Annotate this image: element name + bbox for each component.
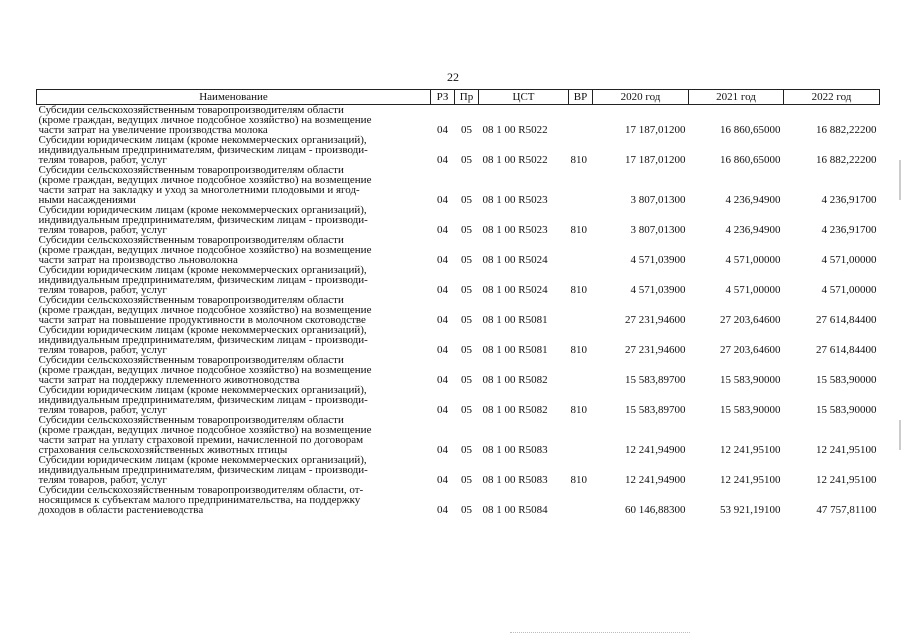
table-row: [37, 105, 880, 136]
header-2021: 2021 год: [689, 90, 784, 105]
cell-name: [37, 325, 431, 355]
cell-name-line: Субсидии юридическим лицам (кроме некоммерческих организаций),: [38, 264, 367, 276]
cell-rz: 04: [437, 504, 448, 516]
cell-2022: 47 757,81100: [816, 504, 877, 516]
table-row: [37, 325, 880, 355]
cell-cst: 08 1 00 R5084: [482, 504, 548, 516]
cell-pr: 05: [461, 404, 472, 416]
cell-name: [37, 165, 431, 205]
table-row: [37, 135, 880, 165]
cell-name: [37, 105, 431, 136]
cell-name-line: Субсидии юридическим лицам (кроме некоммерческих организаций),: [38, 204, 367, 216]
cell-rz: 04: [437, 124, 448, 136]
cell-2020: 4 571,03900: [630, 254, 686, 266]
cell-rz: 04: [437, 374, 448, 386]
cell-2021: 4 236,94900: [725, 224, 781, 236]
cell-2022: 27 614,84400: [816, 314, 877, 326]
cell-vr: 810: [570, 344, 587, 356]
scan-edge-mark: [899, 160, 901, 200]
cell-name: [37, 265, 431, 295]
cell-pr: 05: [461, 474, 472, 486]
header-cst: ЦСТ: [479, 90, 569, 105]
cell-name-line: Субсидии сельскохозяйственным товаропроизводителям области: [38, 164, 344, 176]
cell-name-line: части затрат на повышение продуктивности в молочном скотоводстве: [38, 314, 366, 326]
cell-name: [37, 385, 431, 415]
table-header: [37, 90, 880, 105]
cell-cst: 08 1 00 R5081: [482, 314, 548, 326]
cell-name-line: телям товаров, работ, услуг: [38, 404, 167, 416]
cell-vr: [569, 165, 593, 205]
cell-2022: 4 571,00000: [821, 254, 877, 266]
cell-name-line: Субсидии юридическим лицам (кроме некоммерческих организаций),: [38, 134, 367, 146]
cell-pr: 05: [461, 444, 472, 456]
cell-2020: 27 231,94600: [625, 314, 686, 326]
cell-rz: 04: [437, 314, 448, 326]
cell-rz: 04: [437, 284, 448, 296]
cell-2021: 12 241,95100: [720, 444, 781, 456]
cell-2022: 12 241,95100: [816, 474, 877, 486]
table-row: [37, 265, 880, 295]
cell-name-line: части затрат на закладку и уход за многолетними плодовыми и ягод-: [38, 184, 360, 196]
cell-name-line: (кроме граждан, ведущих личное подсобное хозяйство) на возмещение: [38, 114, 372, 126]
cell-rz: 04: [437, 444, 448, 456]
cell-name-line: Субсидии сельскохозяйственным товаропроизводителям области: [38, 234, 344, 246]
cell-name-line: страхования сельскохозяйственных животных птицы: [38, 444, 288, 456]
header-vr: ВР: [569, 90, 593, 105]
cell-name-line: носящимся к субъектам малого предпринимательства, на поддержку: [38, 494, 361, 506]
cell-cst: 08 1 00 R5024: [482, 254, 548, 266]
budget-table: [36, 89, 880, 515]
cell-name-line: телям товаров, работ, услуг: [38, 284, 167, 296]
cell-name-line: телям товаров, работ, услуг: [38, 474, 167, 486]
cell-2020: 3 807,01300: [630, 224, 686, 236]
cell-cst: 08 1 00 R5023: [482, 224, 548, 236]
table-row: [37, 455, 880, 485]
cell-name-line: части затрат на увеличение производства молока: [38, 124, 268, 136]
cell-cst: 08 1 00 R5022: [482, 124, 548, 136]
cell-vr: [569, 415, 593, 455]
cell-vr: [569, 105, 593, 136]
cell-2021: 27 203,64600: [720, 344, 781, 356]
cell-pr: 05: [461, 154, 472, 166]
cell-2022: 4 571,00000: [821, 284, 877, 296]
cell-name-line: индивидуальным предпринимателям, физическим лицам - производи-: [38, 274, 368, 286]
cell-pr: 05: [461, 254, 472, 266]
page-number: 22: [447, 70, 459, 84]
cell-name-line: (кроме граждан, ведущих личное подсобное хозяйство) на возмещение: [38, 304, 372, 316]
cell-rz: 04: [437, 154, 448, 166]
cell-name-line: Субсидии юридическим лицам (кроме некоммерческих организаций),: [38, 384, 367, 396]
cell-name-line: Субсидии сельскохозяйственным товаропроизводителям области: [38, 294, 344, 306]
cell-name: [37, 485, 431, 515]
cell-2022: 4 236,91700: [821, 224, 877, 236]
header-2022: 2022 год: [784, 90, 880, 105]
cell-name: [37, 455, 431, 485]
cell-2021: 53 921,19100: [720, 504, 781, 516]
cell-name: [37, 135, 431, 165]
cell-2020: 3 807,01300: [630, 194, 686, 206]
cell-2021: 15 583,90000: [720, 404, 781, 416]
cell-name-line: индивидуальным предпринимателям, физическим лицам - производи-: [38, 334, 368, 346]
table-row: [37, 205, 880, 235]
cell-name-line: (кроме граждан, ведущих личное подсобное хозяйство) на возмещение: [38, 424, 372, 436]
cell-name-line: индивидуальным предпринимателям, физическим лицам - производи-: [38, 464, 368, 476]
cell-cst: 08 1 00 R5082: [482, 404, 548, 416]
cell-2022: 15 583,90000: [816, 374, 877, 386]
cell-2020: 12 241,94900: [625, 474, 686, 486]
cell-name-line: индивидуальным предпринимателям, физическим лицам - производи-: [38, 144, 368, 156]
cell-pr: 05: [461, 124, 472, 136]
cell-name-line: Субсидии юридическим лицам (кроме некоммерческих организаций),: [38, 324, 367, 336]
cell-2021: 12 241,95100: [720, 474, 781, 486]
cell-name-line: (кроме граждан, ведущих личное подсобное хозяйство) на возмещение: [38, 244, 372, 256]
table-row: [37, 385, 880, 415]
cell-2022: 15 583,90000: [816, 404, 877, 416]
cell-pr: 05: [461, 344, 472, 356]
cell-name-line: телям товаров, работ, услуг: [38, 344, 167, 356]
cell-2021: 4 236,94900: [725, 194, 781, 206]
cell-2021: 16 860,65000: [720, 154, 781, 166]
table-row: [37, 235, 880, 265]
cell-cst: 08 1 00 R5023: [482, 194, 548, 206]
cell-pr: 05: [461, 374, 472, 386]
cell-2020: 17 187,01200: [625, 154, 686, 166]
cell-rz: 04: [437, 254, 448, 266]
cell-2021: 27 203,64600: [720, 314, 781, 326]
header-name: Наименование: [37, 90, 431, 105]
cell-name: [37, 295, 431, 325]
cell-name-line: Субсидии юридическим лицам (кроме некоммерческих организаций),: [38, 454, 367, 466]
cell-cst: 08 1 00 R5083: [482, 474, 548, 486]
cell-cst: 08 1 00 R5024: [482, 284, 548, 296]
cell-name-line: части затрат на поддержку племенного животноводства: [38, 374, 300, 386]
cell-2020: 15 583,89700: [625, 374, 686, 386]
table-row: [37, 485, 880, 515]
cell-pr: 05: [461, 504, 472, 516]
table-row: [37, 295, 880, 325]
header-pr: Пр: [455, 90, 479, 105]
cell-vr: 810: [570, 154, 587, 166]
cell-name: [37, 205, 431, 235]
cell-name-line: ными насаждениями: [38, 194, 136, 206]
header-2020: 2020 год: [593, 90, 689, 105]
cell-pr: 05: [461, 194, 472, 206]
cell-pr: 05: [461, 314, 472, 326]
cell-vr: [569, 485, 593, 515]
cell-pr: 05: [461, 224, 472, 236]
cell-2020: 17 187,01200: [625, 124, 686, 136]
cell-2022: 4 236,91700: [821, 194, 877, 206]
cell-name-line: части затрат на производство льноволокна: [38, 254, 238, 266]
table-row: [37, 355, 880, 385]
cell-cst: 08 1 00 R5022: [482, 154, 548, 166]
cell-cst: 08 1 00 R5083: [482, 444, 548, 456]
cell-2021: 15 583,90000: [720, 374, 781, 386]
cell-name: [37, 355, 431, 385]
cell-rz: 04: [437, 474, 448, 486]
cell-2020: 15 583,89700: [625, 404, 686, 416]
cell-2020: 60 146,88300: [625, 504, 686, 516]
cell-2020: 4 571,03900: [630, 284, 686, 296]
cell-name-line: телям товаров, работ, услуг: [38, 154, 167, 166]
cell-name-line: индивидуальным предпринимателям, физическим лицам - производи-: [38, 394, 368, 406]
cell-vr: 810: [570, 404, 587, 416]
scan-edge-mark: [899, 420, 901, 450]
cell-2020: 12 241,94900: [625, 444, 686, 456]
cell-name-line: (кроме граждан, ведущих личное подсобное хозяйство) на возмещение: [38, 174, 372, 186]
cell-2022: 27 614,84400: [816, 344, 877, 356]
cell-cst: 08 1 00 R5081: [482, 344, 548, 356]
cell-vr: [569, 295, 593, 325]
cell-pr: 05: [461, 284, 472, 296]
cell-name-line: Субсидии сельскохозяйственным товаропроизводителям области: [38, 354, 344, 366]
cell-name-line: Субсидии сельскохозяйственным товаропроизводителям области: [38, 414, 344, 426]
cell-rz: 04: [437, 344, 448, 356]
cell-rz: 04: [437, 194, 448, 206]
cell-vr: 810: [570, 224, 587, 236]
cell-name-line: (кроме граждан, ведущих личное подсобное хозяйство) на возмещение: [38, 364, 372, 376]
cell-name-line: части затрат на уплату страховой премии, начисленной по договорам: [38, 434, 364, 446]
cell-name-line: Субсидии сельскохозяйственным товаропроизводителям области: [38, 104, 344, 116]
cell-cst: 08 1 00 R5082: [482, 374, 548, 386]
cell-rz: 04: [437, 404, 448, 416]
table-row: [37, 165, 880, 205]
cell-vr: 810: [570, 474, 587, 486]
cell-2021: 4 571,00000: [725, 284, 781, 296]
cell-2021: 16 860,65000: [720, 124, 781, 136]
table-body: [37, 105, 880, 516]
cell-rz: 04: [437, 224, 448, 236]
cell-2021: 4 571,00000: [725, 254, 781, 266]
cell-2022: 16 882,22200: [816, 124, 877, 136]
table-row: [37, 415, 880, 455]
cell-2022: 12 241,95100: [816, 444, 877, 456]
scan-artifact-dots: [510, 630, 690, 633]
cell-2020: 27 231,94600: [625, 344, 686, 356]
cell-name: [37, 235, 431, 265]
cell-name-line: телям товаров, работ, услуг: [38, 224, 167, 236]
cell-name-line: индивидуальным предпринимателям, физическим лицам - производи-: [38, 214, 368, 226]
header-rz: РЗ: [431, 90, 455, 105]
cell-vr: 810: [570, 284, 587, 296]
cell-vr: [569, 355, 593, 385]
cell-2022: 16 882,22200: [816, 154, 877, 166]
cell-name: [37, 415, 431, 455]
cell-name-line: Субсидии сельскохозяйственным товаропроизводителям области, от-: [38, 484, 364, 496]
cell-name-line: доходов в области растениеводства: [38, 504, 204, 516]
cell-vr: [569, 235, 593, 265]
